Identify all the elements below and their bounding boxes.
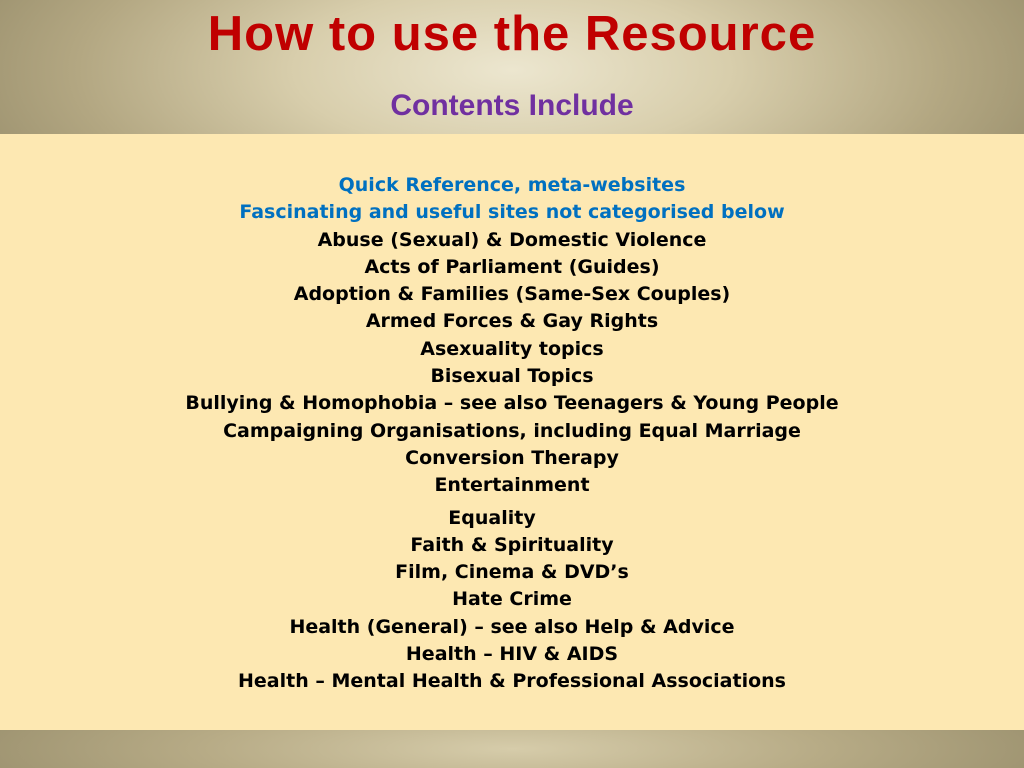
contents-item-health-mental: Health – Mental Health & Professional Associations: [238, 670, 786, 693]
contents-item-faith: Faith & Spirituality: [410, 533, 614, 556]
contents-item-entertainment: Entertainment: [434, 474, 590, 497]
contents-item-equality: Equality: [448, 506, 536, 529]
contents-item-campaigning: Campaigning Organisations, including Equal Marriage: [223, 419, 801, 442]
slide-footer: [0, 730, 1024, 768]
contents-item-abuse: Abuse (Sexual) & Domestic Violence: [317, 228, 707, 251]
contents-item-adoption-families: Adoption & Families (Same-Sex Couples): [293, 283, 731, 306]
contents-item-acts-of-parliament: Acts of Parliament (Guides): [364, 255, 660, 278]
contents-item-asexuality: Asexuality topics: [420, 337, 604, 360]
slide-subtitle: Contents Include: [390, 89, 634, 122]
contents-item-bisexual: Bisexual Topics: [430, 365, 594, 388]
contents-item-hate-crime: Hate Crime: [452, 588, 572, 611]
contents-item-quick-reference[interactable]: Quick Reference, meta-websites: [338, 174, 686, 196]
contents-item-health-general: Health (General) – see also Help & Advice: [289, 615, 735, 638]
slide-title: How to use the Resource: [207, 7, 817, 61]
contents-item-conversion-therapy: Conversion Therapy: [405, 446, 619, 469]
contents-item-armed-forces: Armed Forces & Gay Rights: [365, 310, 659, 333]
contents-item-health-hiv: Health – HIV & AIDS: [405, 643, 619, 666]
slide-header: [0, 0, 1024, 134]
contents-list: [0, 172, 1024, 696]
contents-item-fascinating-sites[interactable]: Fascinating and useful sites not categorised below: [239, 201, 785, 224]
contents-item-bullying: Bullying & Homophobia – see also Teenagers & Young People: [185, 392, 839, 415]
contents-item-film: Film, Cinema & DVD’s: [395, 561, 629, 584]
